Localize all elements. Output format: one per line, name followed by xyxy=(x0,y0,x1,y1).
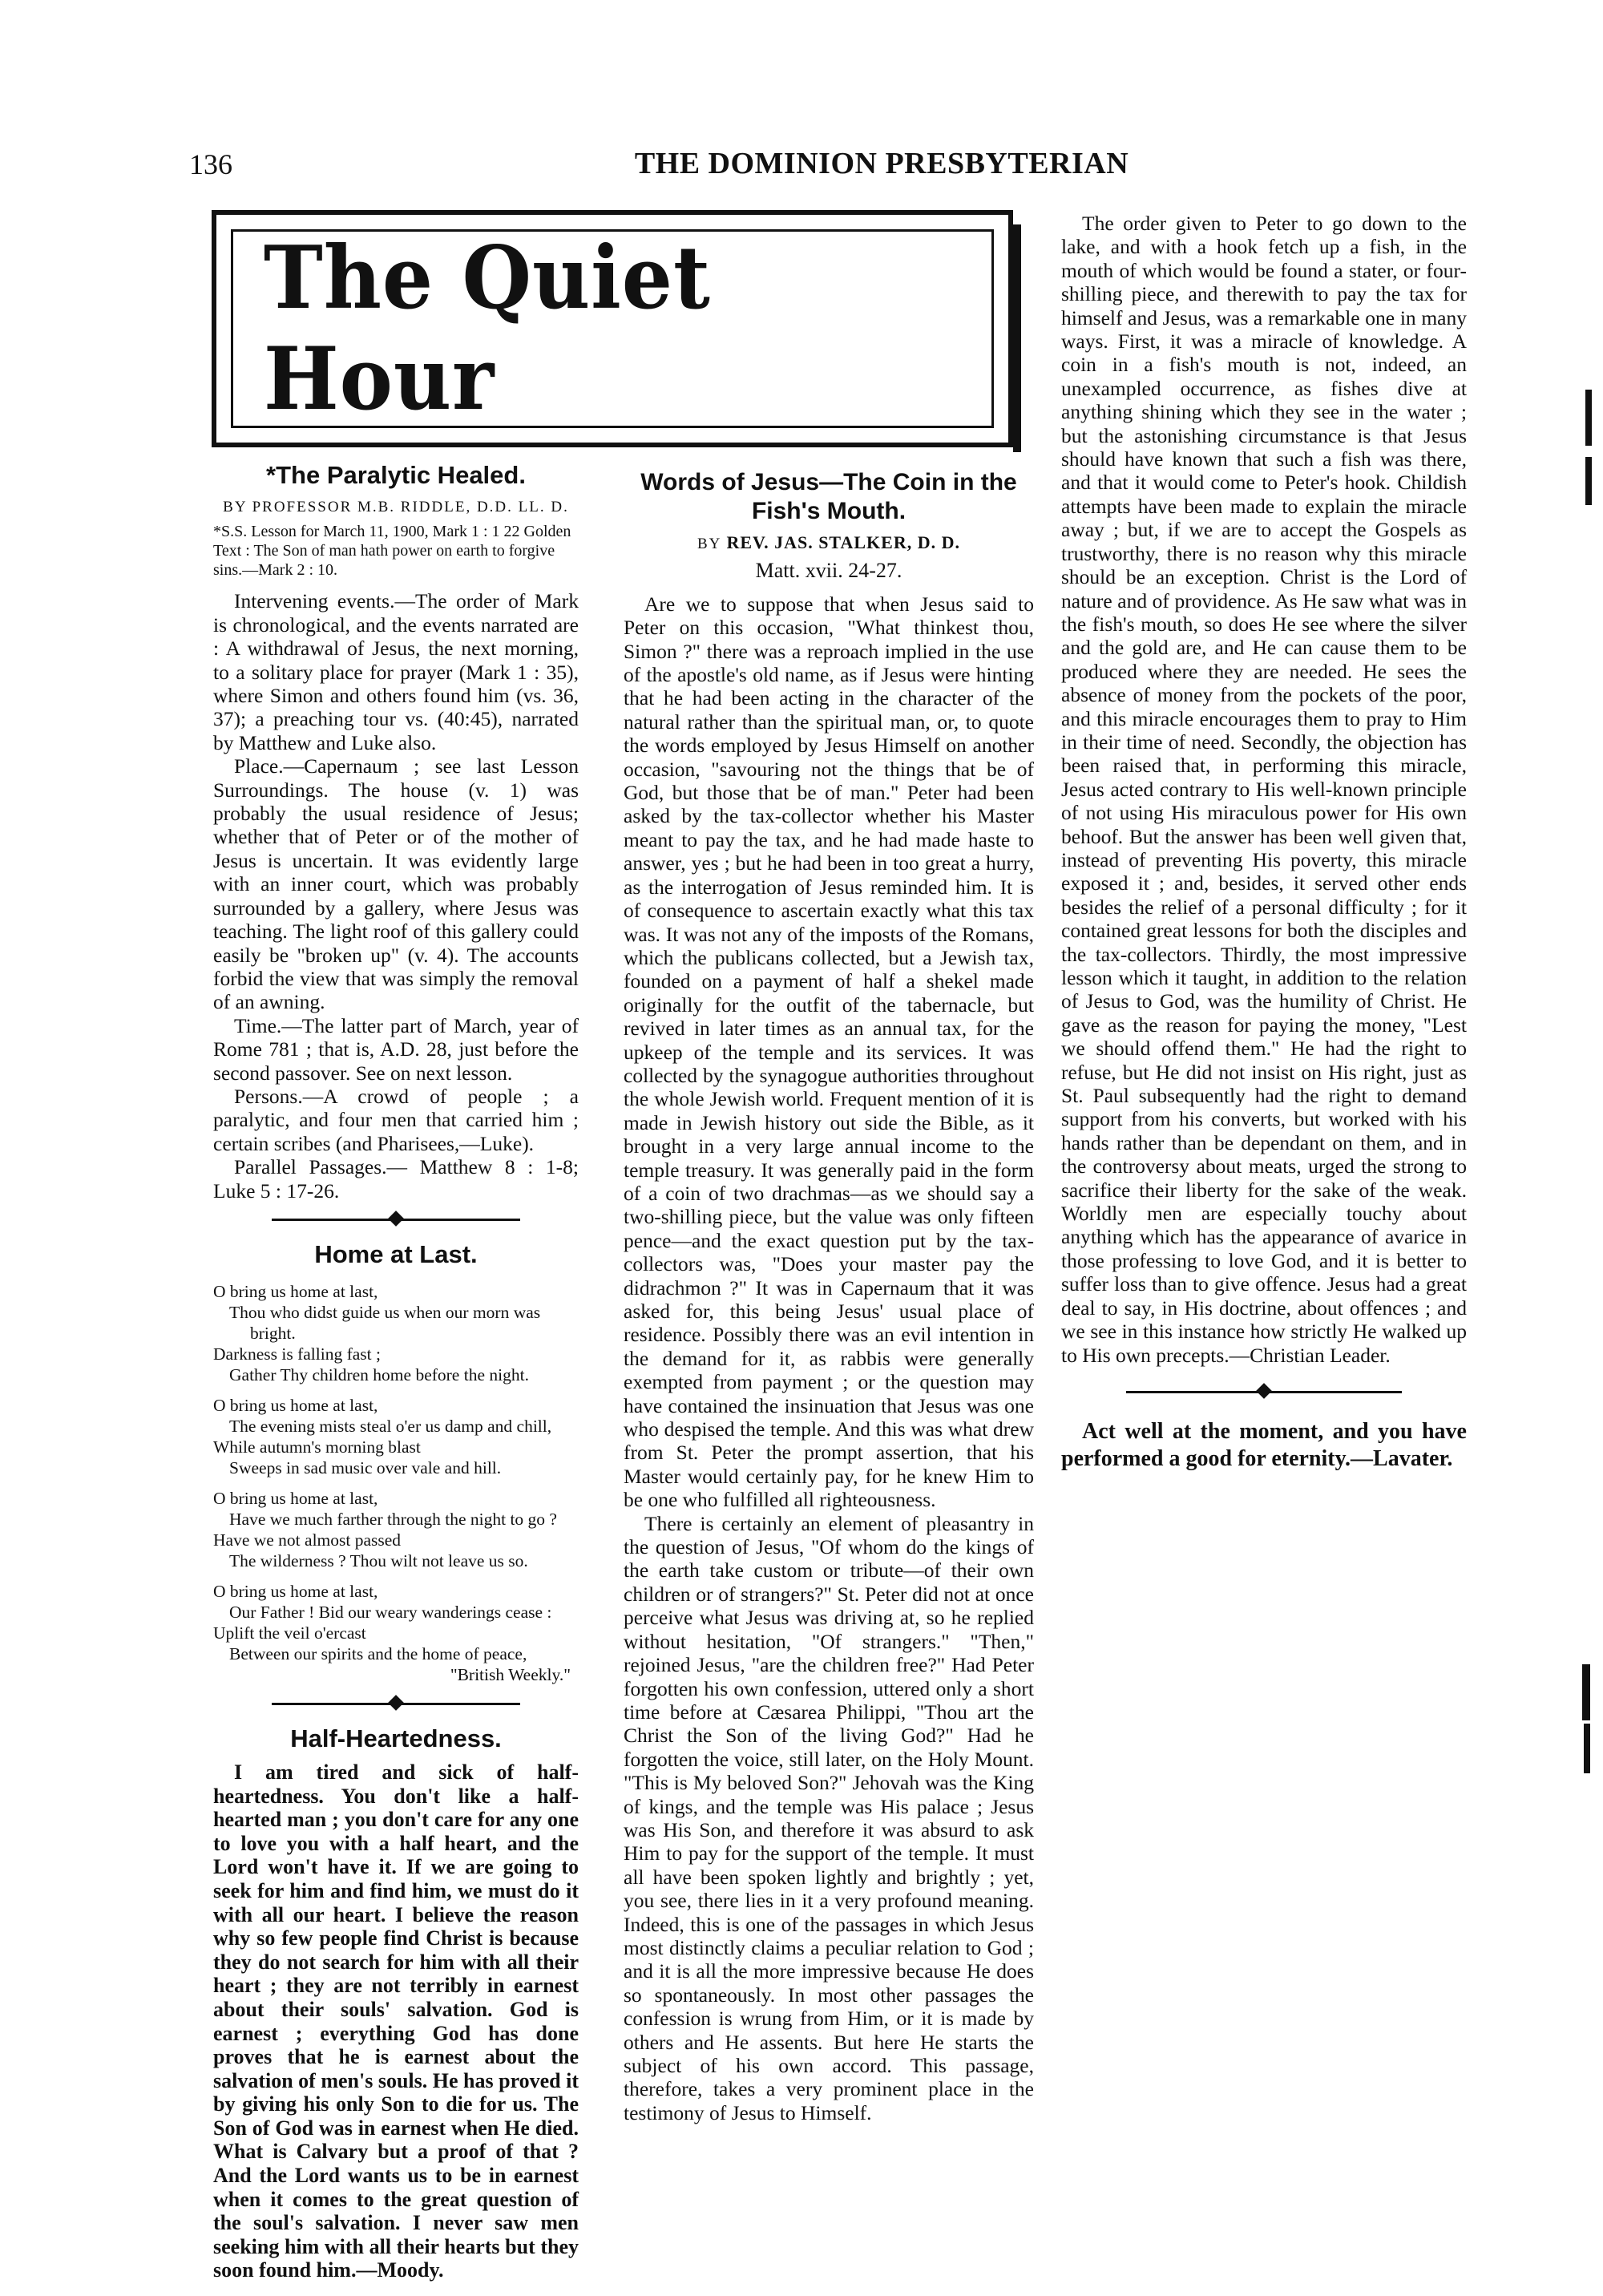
page-number: 136 xyxy=(189,148,232,180)
poem-stanza: O bring us home at last, Thou who didst guide us when our morn was bright. Darkness is falling fast ; Gather Thy children home before the night. xyxy=(213,1281,541,1384)
poem-body xyxy=(213,1281,579,1685)
poem-stanza: O bring us home at last, The evening mists steal o'er us damp and chill, While autumn's morning blast Sweeps in sad music over vale and hill. xyxy=(213,1395,552,1477)
running-head: THE DOMINION PRESBYTERIAN xyxy=(634,147,1129,180)
article-byline: BY PROFESSOR M.B. RIDDLE, D.D. LL. D. xyxy=(223,499,569,515)
paragraph: Persons.—A crowd of people ; a paralytic, and four men that carried him ; certain scribes (and Pharisees,—Luke). xyxy=(213,1084,579,1155)
paragraph: Intervening events.—The order of Mark is chronological, and the events narrated are : A withdrawal of Jesus, the next morning, to a solitary place for prayer (Mark 1 : 35), where Simon and others found him (vs. 36, 37); a preaching tour vs. (40:45), narrated by Matthew and Luke also. xyxy=(213,589,579,754)
poem-stanza: O bring us home at last, Have we much farther through the night to go ? Have we not almost passed The wilderness ? Thou wilt not leave us so. xyxy=(213,1488,557,1570)
article-coin xyxy=(624,468,1034,2124)
poem-attribution: "British Weekly." xyxy=(450,1664,571,1684)
scripture-reference: Matt. xvii. 24-27. xyxy=(755,559,902,583)
article-byline: BY REV. JAS. STALKER, D. D. xyxy=(697,532,960,552)
banner xyxy=(212,210,1013,447)
poem-title: Home at Last. xyxy=(314,1239,478,1268)
poem-stanza: O bring us home at last, Our Father ! Bid our weary wanderings cease : Uplift the veil o'ercast Between our spirits and the home of peace, "British Weekly." xyxy=(213,1581,579,1685)
article-title: Half-Heartedness. xyxy=(290,1724,502,1752)
paragraph: There is certainly an element of pleasantry in the question of Jesus, "Of whom do the kings of the earth take custom or tribute—of their own children or of strangers?" St. Peter did not at once perceive what Jesus was driving at, so he replied without hesitation, "Of strangers." "Then," rejoined Jesus, "are the children free?" Had Peter forgotten his own confession, uttered only a short time before at Cæsarea Philippi, "Thou art the Christ the Son of the living God?" Had he forgotten the voice, still later, on the Holy Mount. "This is My beloved Son?" Jehovah was the King of kings, and the temple was His palace ; Jesus was His Son, and therefore it was absurd to ask Him to pay for the support of the temple. It must all have been spoken lightly and brightly ; yet, you see, there lies in it a very profound meaning. Indeed, this is one of the passages in which Jesus most distinctly claims a peculiar relation to God ; and it is all the more impressive because He does so spontaneously. In most other passages the confession is wrung from Him, or it is made by others and He assents. But here He starts the subject of his own accord. This passage, therefore, takes a very prominent place in the testimony of Jesus to Himself. xyxy=(624,1511,1034,2124)
lesson-note: *S.S. Lesson for March 11, 1900, Mark 1 : 1 22 Golden Text : The Son of man hath power on earth to forgive sins.—Mark 2 : 10. xyxy=(213,523,571,580)
column-3 xyxy=(1061,212,1467,1473)
paragraph: Place.—Capernaum ; see last Lesson Surroundings. The house (v. 1) was probably the usual residence of Jesus; whether that of Peter or of the mother of Jesus is uncertain. It was evidently large with an inner court, which was probably surrounded by a gallery, where Jesus was teaching. The light roof of this gallery could easily be "broken up" (v. 4). The accounts forbid the view that was simply the removal of an awning. xyxy=(213,754,579,1014)
column-1 xyxy=(213,460,579,2282)
poem-home-at-last xyxy=(213,1239,579,1685)
article-paralytic xyxy=(213,460,579,1203)
closing-motto: Act well at the moment, and you have performed a good for eternity.—Lavater. xyxy=(1061,1418,1467,1471)
margin-mark xyxy=(1585,390,1592,446)
paragraph: The order given to Peter to go down to the lake, and with a hook fetch up a fish, in the mouth of which would be found a stater, or four-shilling piece, and therewith to pay the tax for himself and Jesus, was a remarkable one in many ways. First, it was a miracle of knowledge. A coin in a fish's mouth is not, indeed, an unexampled occurrence, as fishes dive at anything shining which they see in the water ; but the astonishing circumstance is that Jesus should have known that such a fish was there, and that it would come to Peter's hook. Childish attempts have been made to explain the miracle away ; but, if we are to accept the Gospels as trustworthy, there is no reason why this miracle should be an exception. Christ is the Lord of nature and of providence. As He saw what was in the fish's mouth, so does He see where the silver and the gold are, and He can cause them to be produced where they are needed. He sees the absence of money from the pockets of the poor, and this miracle encourages them to pray to Him in their time of need. Secondly, the objection has been raised that, in performing this miracle, Jesus acted contrary to His well-known principle of not using His miraculous power for His own behoof. But the answer has been well given that, instead of preventing His poverty, this miracle exposed it ; and, besides, it served other ends besides the relief of a personal difficulty ; for it contained great lessons for both the disciples and the tax-collectors. Thirdly, the most impressive lesson which it taught, in addition to the relation of Jesus to God, was the humility of Christ. He gave as the reason for paying the money, "Lest we should offend them." He had the right to refuse, but He did not insist on His right, just as St. Paul subsequently had the right to demand support from his converts, but worked with his hands rather than be dependant on them, and in the controversy about meats, urged the strong to sacrifice their liberty for the sake of the weak. Worldly men are especially touchy about anything which has the appearance of avarice in those professing to love God, and it is better to suffer loss than to give offence. Jesus had a great deal to say, in His doctrine, about offences ; and we see in this instance how strictly He walked up to His own precepts.—Christian Leader. xyxy=(1061,212,1467,1367)
banner-title: The Quiet Hour xyxy=(263,228,711,430)
margin-mark xyxy=(1584,1724,1590,1773)
banner-inner-frame xyxy=(231,229,994,428)
margin-mark xyxy=(1585,457,1592,505)
article-half-heartedness xyxy=(213,1724,579,2282)
article-title: Words of Jesus—The Coin in the Fish's Mouth. xyxy=(640,469,1017,524)
column-2 xyxy=(624,468,1034,2124)
article-title: *The Paralytic Healed. xyxy=(266,461,526,489)
margin-mark xyxy=(1582,1664,1590,1720)
banner-shadow xyxy=(1013,224,1021,452)
paragraph: Parallel Passages.— Matthew 8 : 1-8; Luke 5 : 17-26. xyxy=(213,1155,579,1203)
paragraph: Time.—The latter part of March, year of Rome 781 ; that is, A.D. 28, just before the second passover. See on next lesson. xyxy=(213,1013,579,1085)
section-divider xyxy=(272,1211,520,1228)
paragraph: I am tired and sick of half-heartedness. You don't like a half-hearted man ; you don't care for any one to love you with a half heart, and the Lord won't have it. If we are going to seek for him and find him, we must do it with all our heart. I believe the reason why so few people find Christ is because they do not search for him with all their heart ; they are not terribly in earnest about their souls' salvation. God is earnest ; everything God has done proves that he is earnest about the salvation of men's souls. He has proved it by giving his only Son to die for us. The Son of God was in earnest when He died. What is Calvary but a proof of that ? And the Lord wants us to be in earnest when it comes to the great question of the soul's salvation. I never saw men seeking him with all their hearts but they soon found him.—Moody. xyxy=(213,1760,579,2282)
section-divider xyxy=(272,1695,520,1712)
paragraph: Are we to suppose that when Jesus said to Peter on this occasion, "What thinkest thou, Simon ?" there was a reproach implied in the use of the apostle's old name, as if Jesus were hinting that he had been acting in the character of the natural rather than the spiritual man, or, to quote the words employed by Jesus Himself on another occasion, "savouring not the things that be of God, but those that be of man." Peter had been asked by the tax-collector whether his Master meant to pay the tax, and he had made haste to answer, yes ; but he had been in too great a hurry, as the interrogation of Jesus reminded him. It is of consequence to ascertain exactly what this tax was. It was not any of the imposts of the Romans, which the publicans collected, but a Jewish tax, founded on a payment of half a shekel made originally for the outfit of the tabernacle, but revived in later times as an annual tax, for the upkeep of the temple and its services. It was collected by the synagogue authorities throughout the whole Jewish world. Frequent mention of it is made in Jewish history out side the Bible, as it brought in a very large annual income to the temple treasury. It was generally paid in the form of a coin of two drachmas—as we should say a two-shilling piece, but the value was only fifteen pence—and the exact question put by the tax-collectors was, "Does your master pay the didrachmon ?" It was in Capernaum that it was asked for, this being Jesus' usual place of residence. Possibly there was an evil intention in the demand for it, as rabbis were generally exempted from payment ; or the question may have contained the insinuation that Jesus was one who despised the temple. And this was what drew from St. Peter the prompt assertion, that his Master would certainly pay, for he knew Him to be one who fulfilled all righteousness. xyxy=(624,592,1034,1512)
section-divider xyxy=(1126,1383,1402,1401)
